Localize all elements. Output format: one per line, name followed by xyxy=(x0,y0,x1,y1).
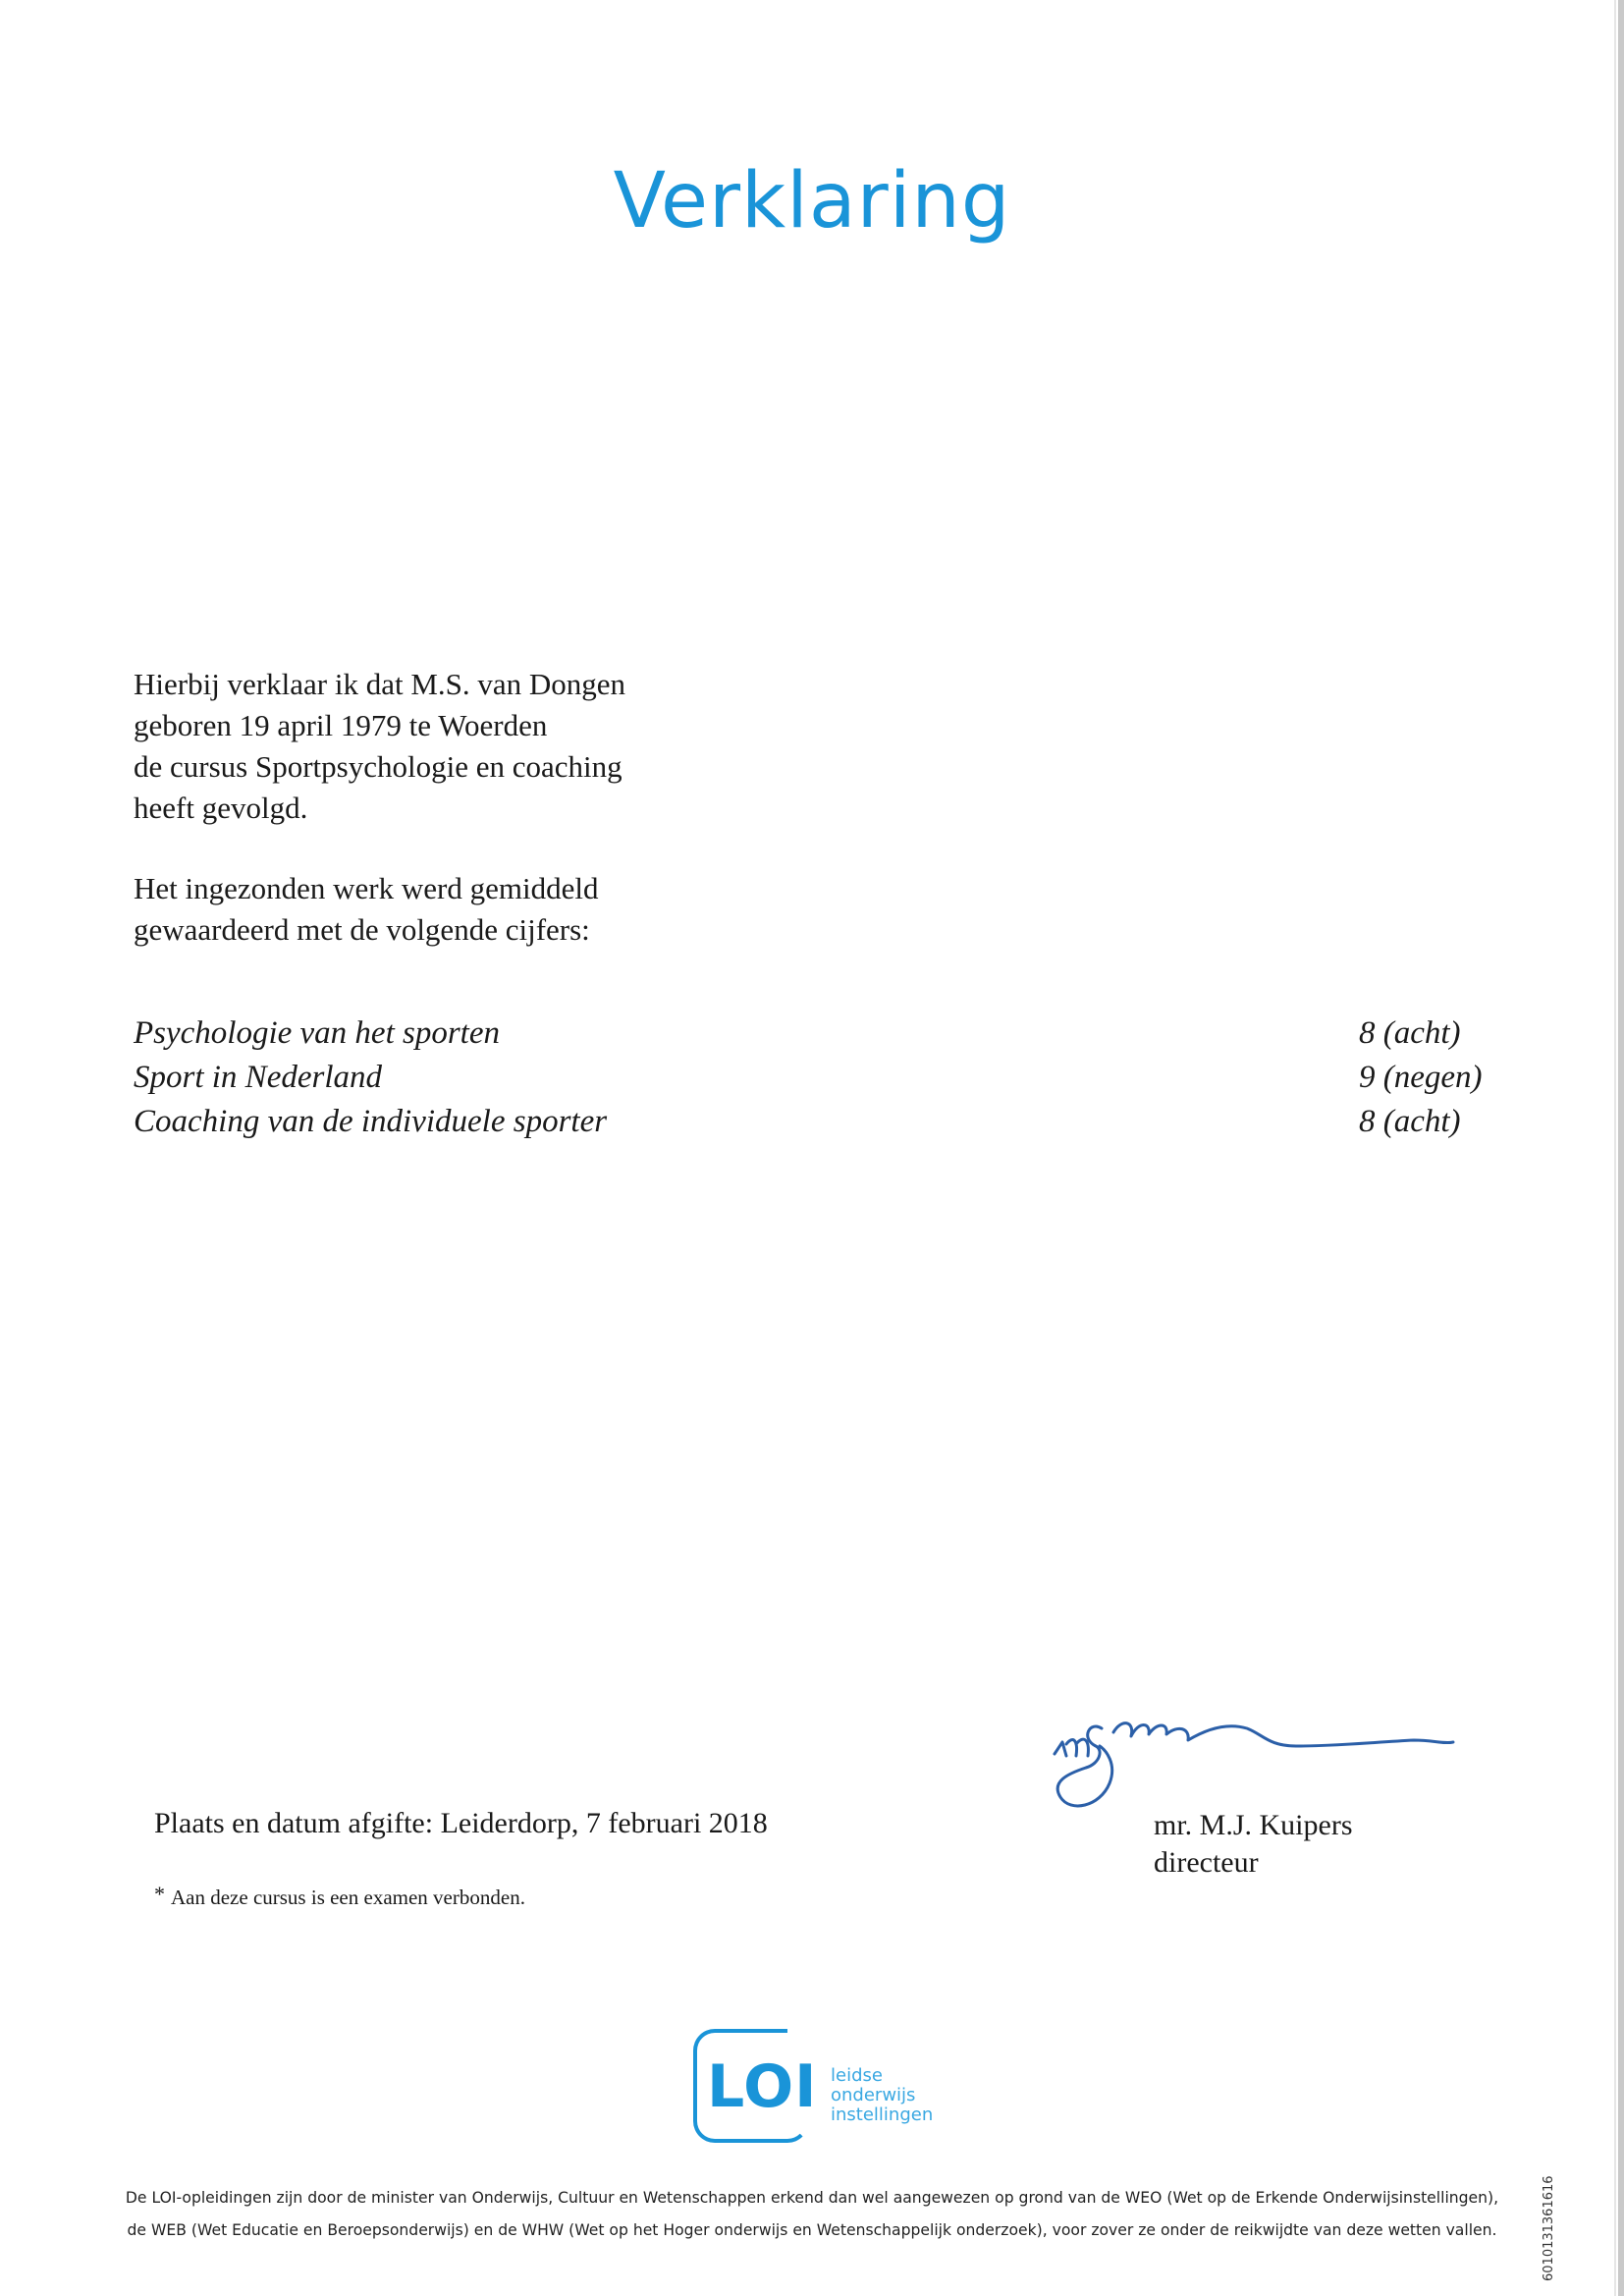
footnote xyxy=(154,1882,525,1910)
footnote-text: Aan deze cursus is een examen verbonden. xyxy=(171,1886,525,1909)
document-number-text: 6010131361616 xyxy=(1542,2175,1556,2281)
scan-edge xyxy=(1614,0,1616,2296)
logo-subtitle-line: onderwijs xyxy=(831,2085,916,2105)
grade-row xyxy=(134,1104,1508,1148)
logo-subtitle-line: leidse xyxy=(831,2065,883,2086)
logo-subtitle xyxy=(831,2066,933,2125)
grades-intro-line: gewaardeerd met de volgende cijfers: xyxy=(134,912,590,947)
grade-value: 9 (negen) xyxy=(1359,1060,1483,1095)
grade-row xyxy=(134,1060,1508,1104)
issue-place-date: Plaats en datum afgifte: Leiderdorp, 7 februari 2018 xyxy=(154,1807,768,1839)
declaration-text xyxy=(134,664,625,829)
grades-intro-line: Het ingezonden werk werd gemiddeld xyxy=(134,871,599,905)
grade-row xyxy=(134,1015,1508,1060)
signer-title: directeur xyxy=(1154,1846,1259,1879)
grade-subject: Sport in Nederland xyxy=(134,1060,382,1095)
grade-value: 8 (acht) xyxy=(1359,1015,1461,1051)
declaration-line: geboren 19 april 1979 te Woerden xyxy=(134,708,548,742)
declaration-line: Hierbij verklaar ik dat M.S. van Dongen xyxy=(134,667,626,701)
logo-mark: LOI xyxy=(707,2052,818,2121)
grade-subject: Psychologie van het sporten xyxy=(134,1015,500,1051)
signature-stroke xyxy=(1055,1723,1453,1806)
logo-subtitle-line: instellingen xyxy=(831,2105,934,2125)
loi-logo xyxy=(693,2029,948,2151)
footnote-marker: * xyxy=(154,1882,165,1906)
legal-notice xyxy=(0,2182,1624,2247)
declaration-line: heeft gevolgd. xyxy=(134,791,308,825)
grade-value: 8 (acht) xyxy=(1359,1104,1461,1139)
document-title: Verklaring xyxy=(613,157,1011,246)
legal-line: de WEB (Wet Educatie en Beroepsonderwijs) en de WHW (Wet op het Hoger onderwijs en Wetenschappelijk onderzoek), voor zover ze onder de reikwijdte van deze wetten vallen. xyxy=(127,2221,1497,2239)
signer-name: mr. M.J. Kuipers xyxy=(1154,1809,1353,1841)
scan-edge-shadow xyxy=(1618,0,1624,2296)
grade-subject: Coaching van de individuele sporter xyxy=(134,1104,608,1139)
declaration-line: de cursus Sportpsychologie en coaching xyxy=(134,749,623,784)
document-number xyxy=(1540,2165,1563,2283)
grades-intro xyxy=(134,868,598,951)
grades-list xyxy=(134,1015,1508,1148)
signer-block xyxy=(1154,1807,1353,1882)
legal-line: De LOI-opleidingen zijn door de minister van Onderwijs, Cultuur en Wetenschappen erkend dan wel aangewezen op grond van de WEO (Wet op de Erkende Onderwijsinstellingen), xyxy=(125,2189,1499,2207)
